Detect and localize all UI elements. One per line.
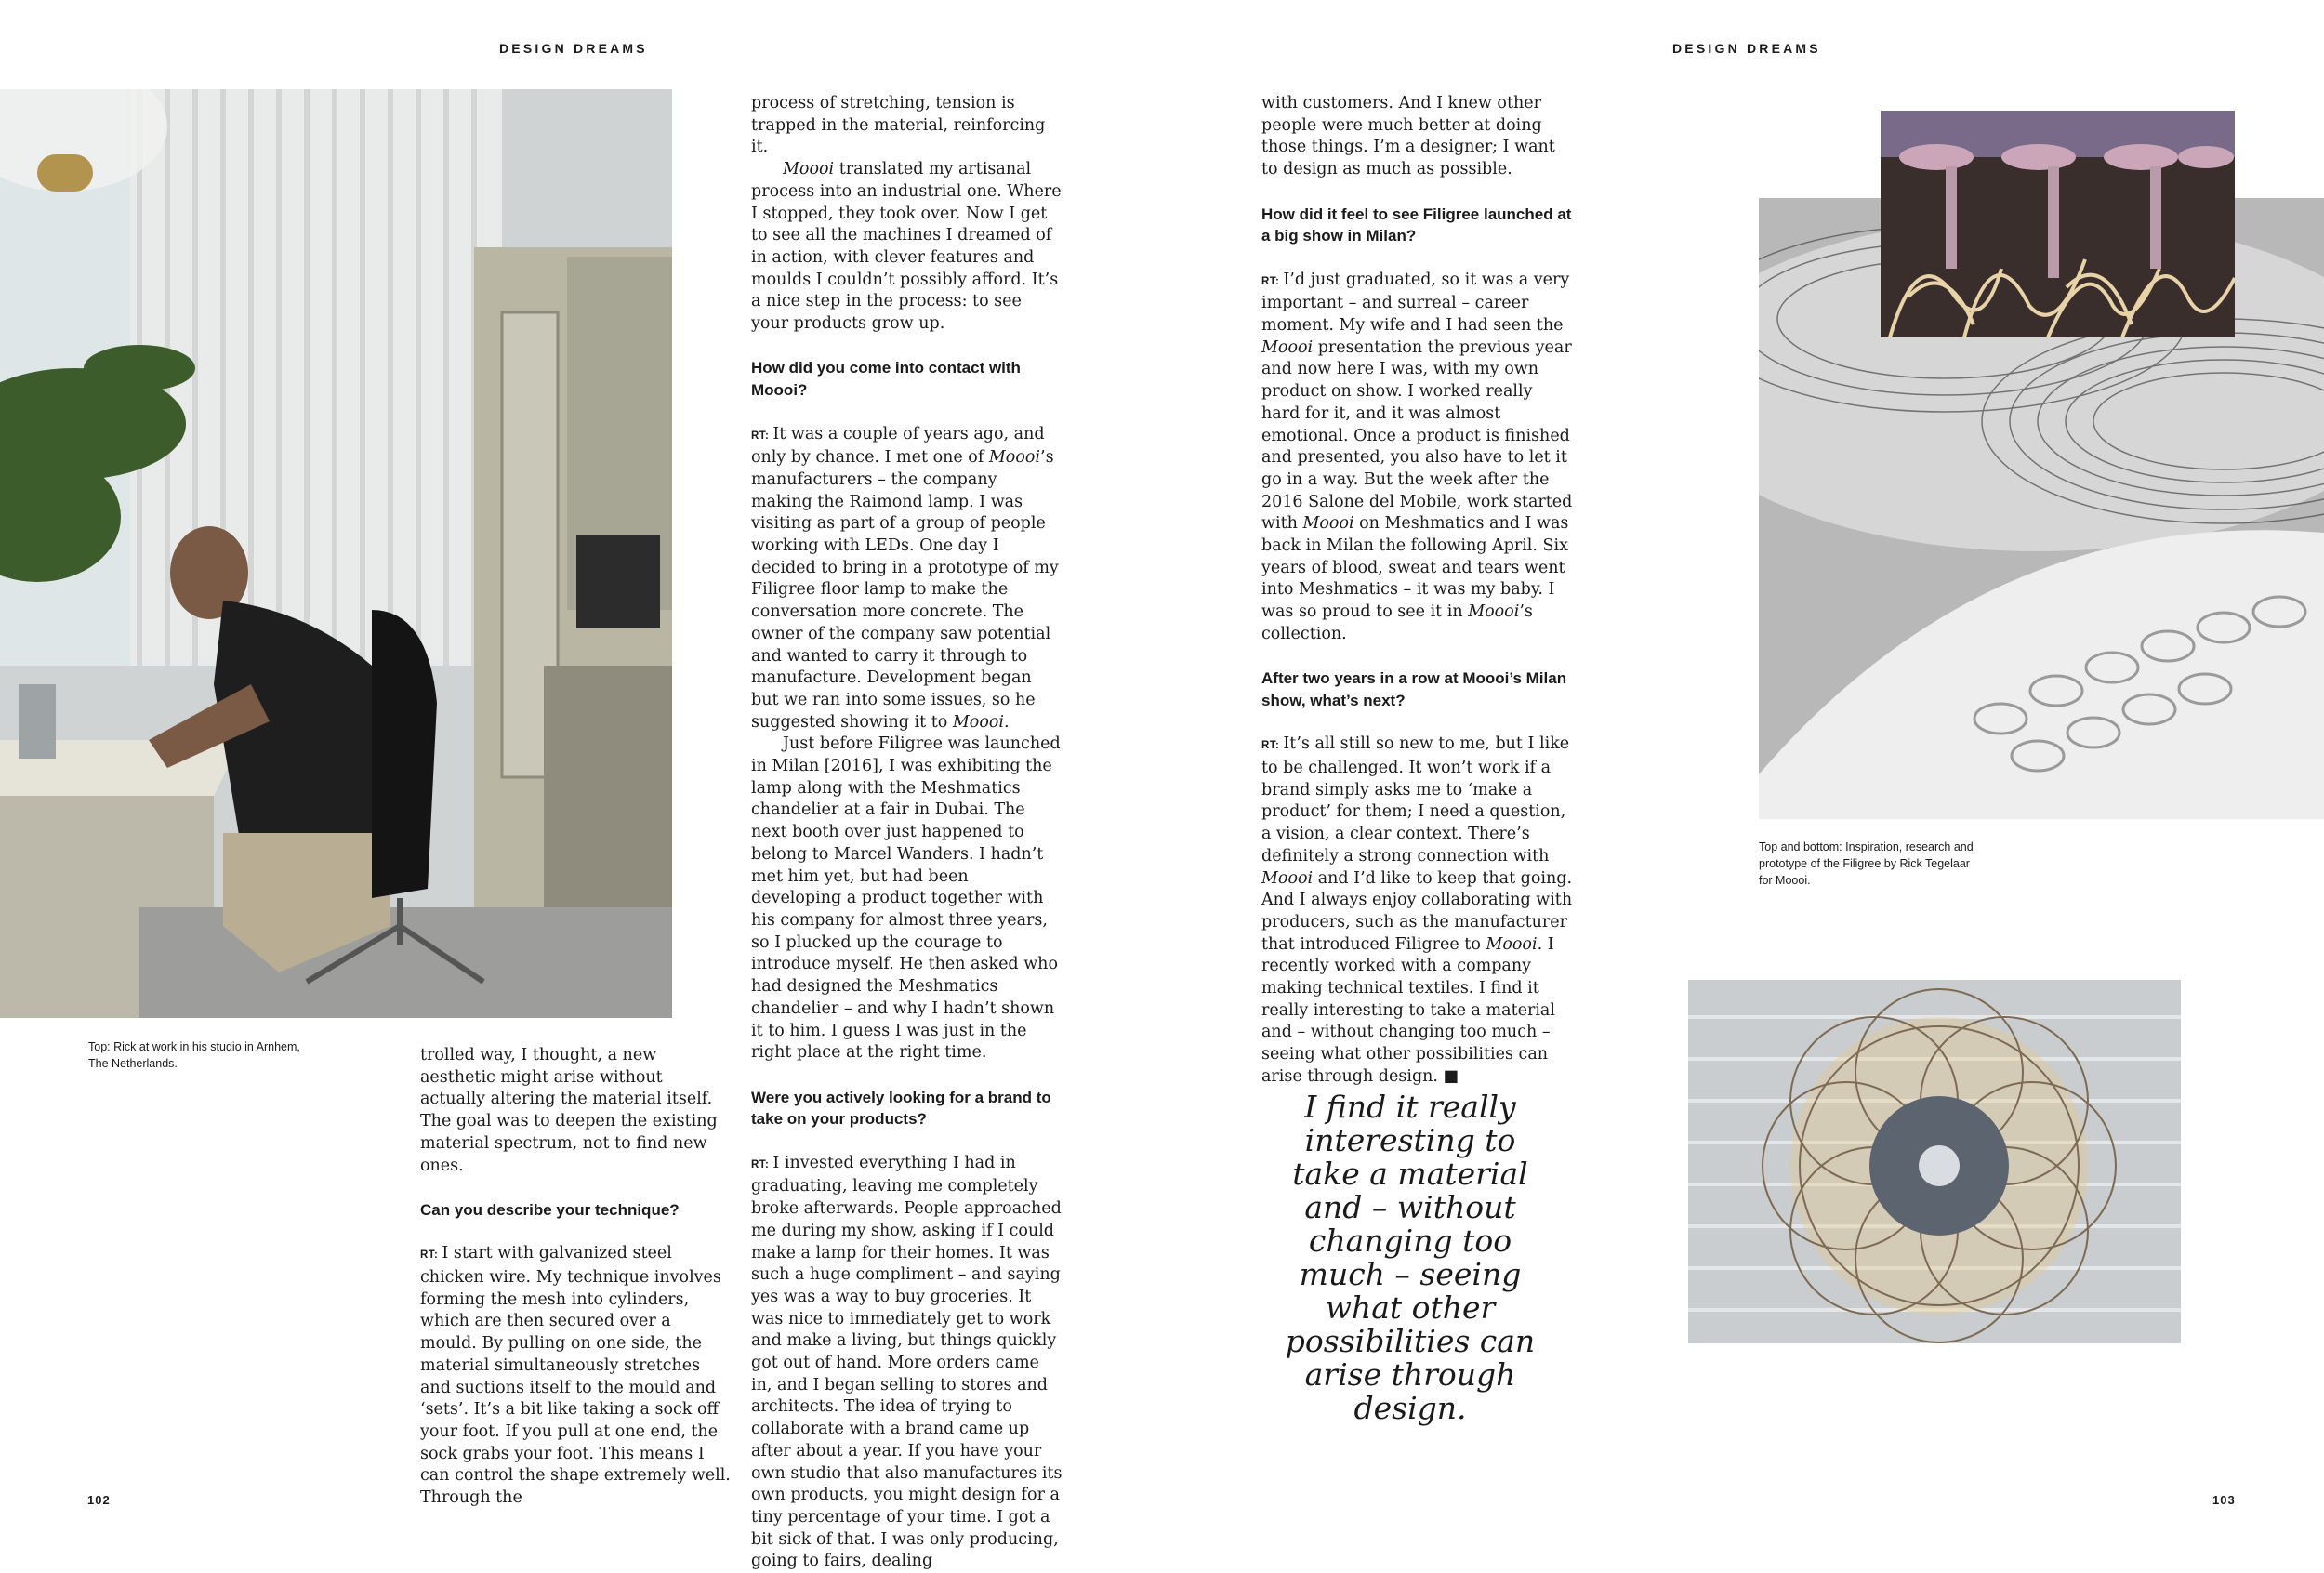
interview-question: After two years in a row at Moooi’s Milan show, what’s next? (1261, 669, 1567, 709)
interview-question: How did you come into contact with Moooi? (751, 359, 1021, 400)
interview-answer: RT: I’d just graduated, so it was a very important – and surreal – career moment. My wife and I had seen the Moooi presentation the previous year and now here I was, with my own product on show. I worked really hard for it, and it was almost emotional. Once a product is finished and presented, you also have to let it go in a way. But the week after the 2016 Salone del Mobile, work started with Moooi on Meshmatics and I was back in Milan the following April. Six years of blood, sweat and tears went into Meshmatics – it was my baby. I was so proud to see it in Moooi’s collection. (1261, 270, 1573, 643)
speaker-tag: RT: (1261, 740, 1280, 752)
running-head-left: DESIGN DREAMS (499, 41, 648, 56)
paragraph: trolled way, I thought, a new aesthetic might arise without actually altering the material itself. The goal was to deepen the existing material spectrum, not to find new ones. (420, 1046, 718, 1175)
text-column-3 (1261, 93, 1573, 1089)
page-number-left: 102 (87, 1493, 111, 1507)
interview-answer: RT: I start with galvanized steel chicken wire. My technique involves forming the mesh into cylinders, which are then secured over a mould. By pulling on one side, the material simultaneously stretches and suctions itself to the mould and ‘sets’. It’s a bit like taking a sock off your foot. If you pull at one end, the sock grabs your foot. This means I can control the shape extremely well. Through the (420, 1244, 731, 1508)
interview-question: Were you actively looking for a brand to take on your products? (751, 1088, 1051, 1129)
page-number-right: 103 (2212, 1493, 2236, 1507)
pull-quote: I find it really interesting to take a material and – without changing too much – seeing what other possibilities can arise through design. (1285, 1089, 1536, 1426)
filigree-prototype-photo (1688, 980, 2181, 1343)
interview-answer: RT: It was a couple of years ago, and only by chance. I met one of Moooi’s manufacturers – the company making the Raimond lamp. I was visiting as part of a group of people working with LEDs. One day I decided to bring in a prototype of my Filigree floor lamp to make the conversation more concrete. The owner of the company saw potential and wanted to carry it through to manufacture. Development began but we ran into some issues, so he suggested showing it to Moooi. (751, 424, 1059, 732)
running-head-right: DESIGN DREAMS (1672, 41, 1821, 56)
speaker-tag: RT: (1261, 275, 1280, 287)
caption-right: Top and bottom: Inspiration, research and prototype of the Filigree by Rick Tegelaar for Moooi. (1759, 840, 1974, 887)
text-column-1 (420, 1045, 732, 1510)
paragraph: Moooi translated my artisanal process into an industrial one. Where I stopped, they took over. Now I get to see all the machines I dreamed of in action, with clever features and moulds I couldn’t possibly afford. It’s a nice step in the process: to see your products grow up. (751, 160, 1062, 334)
end-mark: ■ (1443, 1066, 1459, 1086)
paragraph: with customers. And I knew other people were much better at doing those things. I’m a designer; I want to design as much as possible. (1261, 94, 1555, 179)
speaker-tag: RT: (420, 1249, 439, 1262)
paragraph: process of stretching, tension is trapped in the material, reinforcing it. (751, 94, 1046, 157)
interview-answer: RT: It’s all still so new to me, but I like to be challenged. It won’t work if a brand simply asks me to ‘make a product’ for them; I need a question, a vision, a clear context. There’s definitely a strong connection with Moooi and I’d like to keep that going. And I always enjoy collaborating with producers, such as the manufacturer that introduced Filigree to Moooi. I recently worked with a company making technical textiles. I find it really interesting to take a material and – without changing too much – seeing what other possibilities can arise through design. ■ (1261, 734, 1573, 1086)
studio-photo (0, 89, 672, 1018)
inspiration-photo (1881, 111, 2235, 337)
speaker-tag: RT: (751, 1158, 770, 1170)
speaker-tag: RT: (751, 430, 770, 442)
interview-question: How did it feel to see Filigree launched at a big show in Milan? (1261, 205, 1572, 245)
interview-question: Can you describe your technique? (420, 1200, 680, 1219)
interview-answer: RT: I invested everything I had in graduating, leaving me completely broke afterwards. People approached me during my show, asking if I could make a lamp for their homes. It was such a huge compliment – and saying yes was a way to buy groceries. It was nice to immediately get to work and make a living, but things quickly got out of hand. More orders came in, and I began selling to stores and architects. The idea of trying to collaborate with a brand came up after about a year. If you have your own studio that also manufactures its own products, you might design for a tiny percentage of your time. I got a bit sick of that. I was only producing, going to fairs, dealing (751, 1153, 1063, 1571)
paragraph: Just before Filigree was launched in Milan [2016], I was exhibiting the lamp along with the Meshmatics chandelier at a fair in Dubai. The next booth over just happened to belong to Marcel Wanders. I hadn’t met him yet, but had been developing a product together with his company for almost three years, so I plucked up the courage to introduce myself. He then asked who had designed the Meshmatics chandelier – and why I hadn’t shown it to him. I guess I was just in the right place at the right time. (751, 734, 1061, 1063)
caption-left: Top: Rick at work in his studio in Arnhem, The Netherlands. (88, 1040, 300, 1070)
text-column-2 (751, 93, 1063, 1573)
